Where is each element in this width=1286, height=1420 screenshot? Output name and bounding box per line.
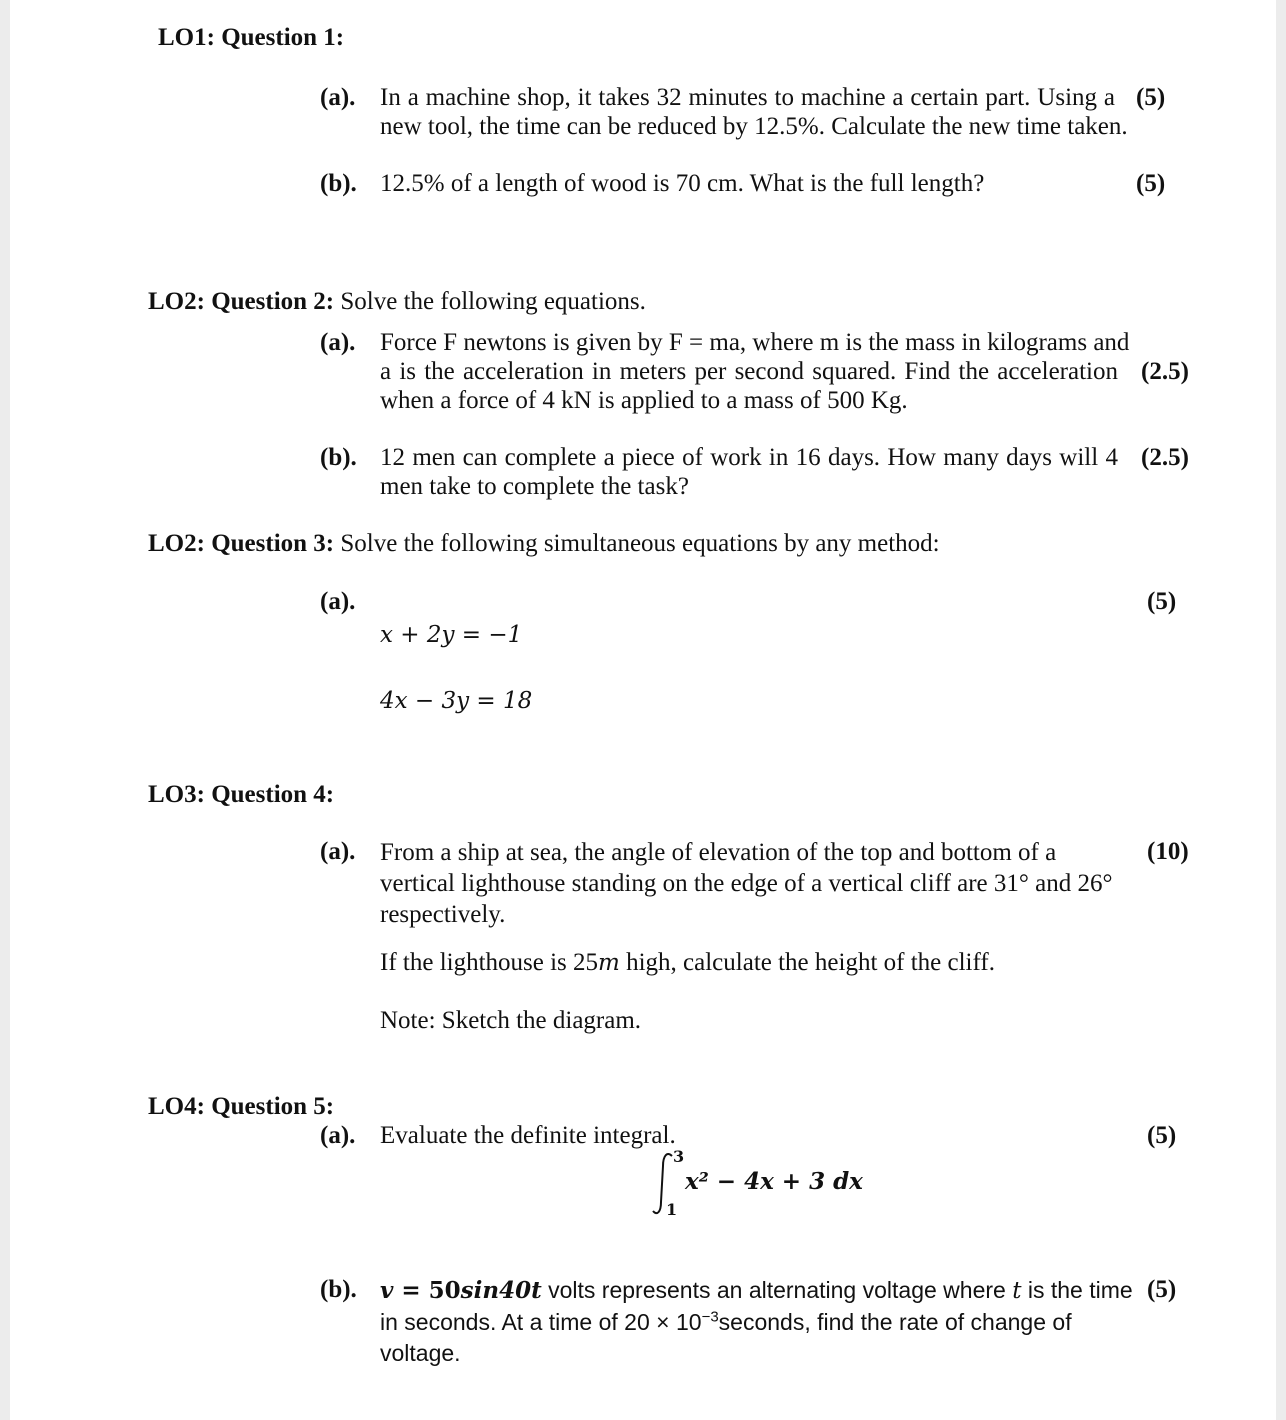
q2b-marks: (2.5) bbox=[1141, 444, 1189, 471]
q2b-label: (b). bbox=[320, 444, 357, 471]
q4a-instruction bbox=[380, 948, 995, 978]
q2a-text bbox=[380, 328, 1130, 415]
q1a-text bbox=[380, 83, 1128, 141]
q3a-equation-2: 4x − 3y = 18 bbox=[380, 688, 533, 714]
q4a-instruction-pre: If the lighthouse is 25 bbox=[380, 949, 599, 976]
q5b-equals: = 50 bbox=[393, 1277, 461, 1304]
q2a-line2: a is the acceleration in meters per second squared. Find the acceleration bbox=[380, 358, 1118, 385]
integral-lower-limit: 1 bbox=[666, 1200, 678, 1219]
q5b-var-v: v bbox=[380, 1277, 394, 1304]
q5b-line1 bbox=[380, 1275, 1133, 1307]
q2b-line2: men take to complete the task? bbox=[380, 473, 689, 500]
q4a-note: Note: Sketch the diagram. bbox=[380, 1007, 642, 1034]
q1b-label: (b). bbox=[320, 170, 357, 197]
q3-heading-rest: Solve the following simultaneous equations by any method: bbox=[334, 530, 940, 557]
q2-heading-bold: LO2: Question 2: bbox=[148, 288, 335, 315]
q2b-text bbox=[380, 443, 1118, 501]
q5b-var-t: t bbox=[1012, 1278, 1022, 1304]
q1a-line2: new tool, the time can be reduced by 12.5%. Calculate the new time taken. bbox=[380, 113, 1128, 140]
q4a-instruction-post: high, calculate the height of the cliff. bbox=[619, 949, 995, 976]
q3a-marks: (5) bbox=[1147, 588, 1177, 615]
q4a-marks: (10) bbox=[1147, 838, 1189, 865]
q5b-marks: (5) bbox=[1147, 1276, 1177, 1303]
q5b-text bbox=[380, 1275, 1133, 1369]
q4a-line3: respectively. bbox=[380, 901, 506, 928]
q1b-marks: (5) bbox=[1136, 170, 1166, 197]
q5b-label: (b). bbox=[320, 1276, 357, 1303]
q5b-line1-text: volts represents an alternating voltage where bbox=[541, 1277, 1013, 1303]
q3-heading-bold: LO2: Question 3: bbox=[148, 530, 335, 557]
q5b-line2-post: seconds, find the rate of change of bbox=[718, 1309, 1072, 1335]
q5a-marks: (5) bbox=[1147, 1122, 1177, 1149]
q5b-line2-pre: in seconds. At a time of 20 × 10 bbox=[380, 1309, 702, 1335]
q1a-label: (a). bbox=[320, 84, 356, 111]
q5a-text: Evaluate the definite integral. bbox=[380, 1122, 676, 1149]
integral-integrand: x² − 4x + 3 dx bbox=[685, 1168, 863, 1195]
q4a-text bbox=[380, 837, 1120, 930]
q3a-equation-1: x + 2y = −1 bbox=[380, 622, 523, 648]
q4a-line2: vertical lighthouse standing on the edge of a vertical cliff are 31° and 26° bbox=[380, 870, 1113, 897]
q5b-function: sin40t bbox=[460, 1277, 542, 1304]
q4a-label: (a). bbox=[320, 838, 356, 865]
q5b-line3: voltage. bbox=[380, 1340, 461, 1366]
q1b-text: 12.5% of a length of wood is 70 cm. What is the full length? bbox=[380, 170, 985, 197]
q5a-label: (a). bbox=[320, 1122, 356, 1149]
q2a-marks: (2.5) bbox=[1141, 358, 1189, 385]
q1a-line1: In a machine shop, it takes 32 minutes to machine a certain part. Using a bbox=[380, 84, 1115, 111]
q2b-line1: 12 men can complete a piece of work in 16 days. How many days will 4 bbox=[380, 444, 1118, 471]
integral-upper-limit: 3 bbox=[673, 1147, 685, 1166]
q2a-line3: when a force of 4 kN is applied to a mass of 500 Kg. bbox=[380, 387, 908, 414]
q5-heading: LO4: Question 5: bbox=[148, 1093, 335, 1120]
q5b-exponent: −3 bbox=[701, 1308, 719, 1326]
q3a-label: (a). bbox=[320, 588, 356, 615]
q4a-instruction-unit: m bbox=[598, 950, 620, 976]
q2a-label: (a). bbox=[320, 329, 356, 356]
q2-heading-rest: Solve the following equations. bbox=[334, 288, 646, 315]
q5b-line2 bbox=[380, 1307, 1133, 1338]
q5b-line1-tail: is the time bbox=[1021, 1277, 1133, 1303]
q1a-marks: (5) bbox=[1136, 84, 1166, 111]
q4-heading: LO3: Question 4: bbox=[148, 781, 335, 808]
q4a-line1: From a ship at sea, the angle of elevation of the top and bottom of a bbox=[380, 839, 1057, 866]
q2-heading bbox=[148, 287, 646, 316]
document-page bbox=[10, 0, 1276, 1420]
q3-heading bbox=[148, 529, 940, 558]
q1-heading: LO1: Question 1: bbox=[158, 24, 345, 51]
q2a-line1: Force F newtons is given by F = ma, where m is the mass in kilograms and bbox=[380, 329, 1130, 356]
